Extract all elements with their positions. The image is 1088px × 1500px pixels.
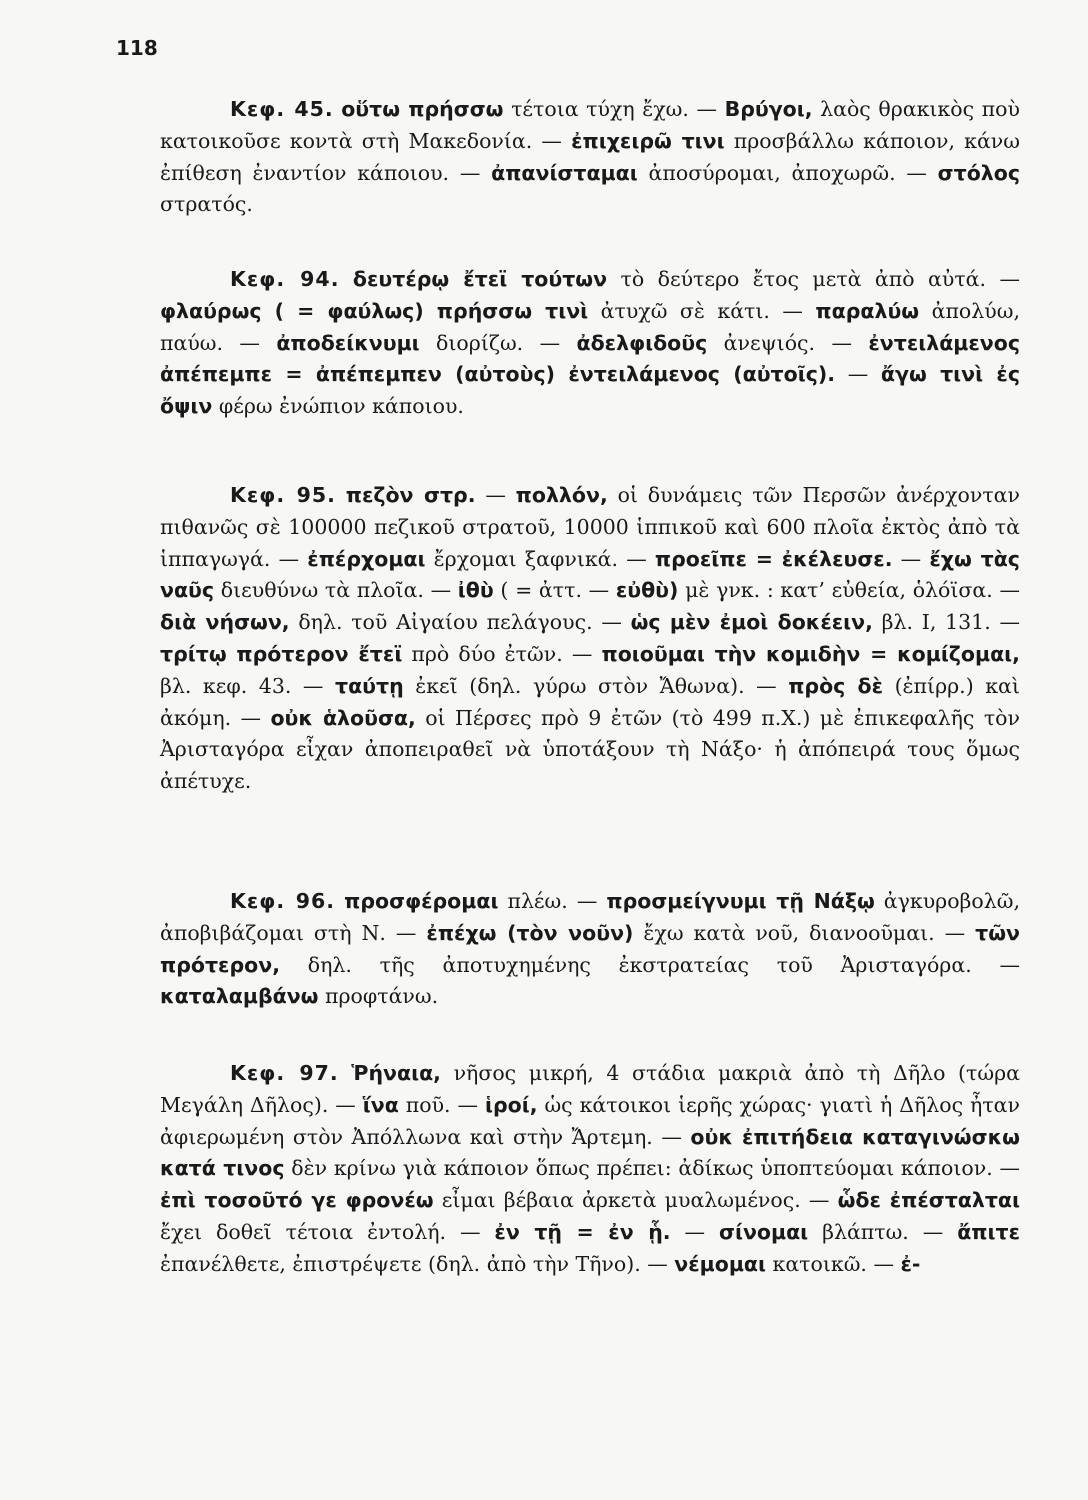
entry-gloss: ἔχω κατὰ νοῦ, διανοοῦμαι. [643, 920, 935, 945]
entry-term: προεῖπε = ἐκέλευσε. [654, 546, 893, 571]
entry-term: Ῥήναια, [351, 1061, 441, 1085]
entry-gloss: βλάπτω. [822, 1219, 909, 1244]
entry-term: φλαύρως ( = φαύλως) πρήσσω τινὶ [160, 298, 589, 323]
entry-gloss: οἱ Πέρσες πρὸ 9 ἐτῶν (τὸ 499 π.Χ.) μὲ ἐπικεφαλῆς τὸν Ἀρισταγόρα εἶχαν ἀποπειραθεῖ νὰ ὑποτάξουν τὴ Νάξο· ἡ ἀπόπειρά τους ὅμως ἀπέτυχε. [160, 705, 1020, 794]
section-ch45: Κεφ. 45. οὕτω πρήσσω τέτοια τύχη ἔχω. — Βρύγοι, λαὸς θρακικὸς ποὺ κατοικοῦσε κοντὰ στὴ Μακεδονία. — ἐπιχειρῶ τινι προσβάλλω κάποιον, κάνω ἐπίθεση ἐναντίον κάποιου. — ἀπανίσταμαι ἀποσύρομαι, ἀποχωρῶ. — στόλος στρατός. [160, 97, 1020, 217]
entry-gloss: λαὸς θρακικὸς ποὺ κατοικοῦσε κοντὰ στὴ Μακεδονία. [160, 97, 1020, 153]
section-heading: Κεφ. 94. [230, 267, 340, 291]
entry-term: πρὸς δὲ [788, 673, 883, 698]
entry-term: ἐ- [900, 1251, 921, 1276]
section-ch94: Κεφ. 94. δευτέρῳ ἔτεϊ τούτων τὸ δεύτερο ἔτος μετὰ ἀπὸ αὐτά. — φλαύρως ( = φαύλως) πρήσσω τινὶ ἀτυχῶ σὲ κάτι. — παραλύω ἀπολύω, παύω. — ἀποδείκνυμι διορίζω. — ἀδελφιδοῦς ἀνεψιός. — ἐντειλάμενος ἀπέπεμπε = ἀπέπεμπεν (αὐτοὺς) ἐντειλάμενος (αὐτοῖς). — ἄγω τινὶ ἐς ὄψιν φέρω ἐνώπιον κάποιου. [160, 267, 1020, 419]
entry-gloss: νῆσος μικρή, 4 στάδια μακριὰ ἀπὸ τὴ Δῆλο (τώρα Μεγάλη Δῆλος). [160, 1061, 1020, 1117]
entry-term: οὐκ ἁλοῦσα, [270, 705, 416, 730]
entry-gloss: πλέω. [507, 889, 568, 913]
section-ch95: Κεφ. 95. πεζὸν στρ. — πολλόν, οἱ δυνάμεις τῶν Περσῶν ἀνέρχονταν πιθανῶς σὲ 100000 πεζικοῦ στρατοῦ, 10000 ἱππικοῦ καὶ 600 πλοῖα ἐκτὸς ἀπὸ τὰ ἱππαγωγά. — ἐπέρχομαι ἔρχομαι ξαφνικά. — προεῖπε = ἐκέλευσε. — ἔχω τὰς ναῦς διευθύνω τὰ πλοῖα. — ἰθὺ ( = ἀττ. — εὐθὺ) μὲ γνκ. : κατ’ εὐθεία, ὁλόϊσα. — διὰ νήσων, δηλ. τοῦ Αἰγαίου πελάγους. — ὡς μὲν ἐμοὶ δοκέειν, βλ. Ι, 131. — τρίτῳ πρότερον ἔτεϊ πρὸ δύο ἐτῶν. — ποιοῦμαι τὴν κομιδὴν = κομίζομαι, βλ. κεφ. 43. — ταύτῃ ἐκεῖ (δηλ. γύρω στὸν Ἄθωνα). — πρὸς δὲ (ἐπίρρ.) καὶ ἀκόμη. — οὐκ ἁλοῦσα, οἱ Πέρσες πρὸ 9 ἐτῶν (τὸ 499 π.Χ.) μὲ ἐπικεφαλῆς τὸν Ἀρισταγόρα εἶχαν ἀποπειραθεῖ νὰ ὑποτάξουν τὴ Νάξο· ἡ ἀπόπειρά τους ὅμως ἀπέτυχε. [160, 483, 1020, 794]
entry-gloss: διορίζω. [436, 330, 524, 355]
section-heading: Κεφ. 95. [230, 483, 336, 507]
entry-term: ἐπὶ τοσοῦτό γε φρονέω [160, 1188, 434, 1213]
entry-term: πολλόν, [515, 483, 608, 507]
entry-term: ἀποδείκνυμι [276, 330, 420, 355]
entry-term: παραλύω [815, 298, 920, 323]
entry-term: καταλαμβάνω [160, 984, 319, 1009]
entry-gloss: ἔχει δοθεῖ τέτοια ἐντολή. [160, 1219, 447, 1244]
entry-gloss: διευθύνω τὰ πλοῖα. [220, 578, 424, 603]
entry-gloss: βλ. Ι, 131. [881, 610, 991, 635]
entry-gloss: τέτοια τύχη ἔχω. [511, 97, 689, 121]
entry-term: ἐντειλάμενος ἀπέπεμπε = ἀπέπεμπεν (αὐτοὺς) ἐντειλάμενος (αὐτοῖς). [160, 330, 1020, 387]
entry-gloss: μὲ γνκ. : κατ’ εὐθεία, ὁλόϊσα. [685, 578, 993, 603]
entry-term: ἐπέχω (τὸν νοῦν) [426, 920, 634, 945]
entry-gloss: δηλ. τοῦ Αἰγαίου πελάγους. [298, 610, 593, 635]
entry-term: ταύτῃ [334, 673, 404, 698]
entry-term: ἰθὺ [457, 578, 494, 603]
entry-term: ἱροί, [484, 1092, 538, 1117]
entry-term: διὰ νήσων, [160, 610, 290, 635]
entry-term: οὐκ ἐπιτήδεια καταγινώσκω κατά τινος [160, 1124, 1020, 1181]
entry-term: ἄπιτε [957, 1219, 1020, 1244]
section-heading: Κεφ. 45. [230, 97, 334, 121]
entry-gloss: τὸ δεύτερο ἔτος μετὰ ἀπὸ αὐτά. [620, 267, 987, 291]
entry-gloss: δὲν κρίνω γιὰ κάποιον ὅπως πρέπει: ἀδίκως ὑποπτεύομαι κάποιον. [291, 1156, 993, 1181]
entry-term: οὕτω πρήσσω [341, 97, 504, 121]
section-ch96: Κεφ. 96. προσφέρομαι πλέω. — προσμείγνυμι τῇ Νάξῳ ἀγκυροβολῶ, ἀποβιβάζομαι στὴ Ν. — ἐπέχω (τὸν νοῦν) ἔχω κατὰ νοῦ, διανοοῦμαι. — τῶν πρότερον, δηλ. τῆς ἀποτυχημένης ἐκστρατείας τοῦ Ἀρισταγόρα. — καταλαμβάνω προφτάνω. [160, 889, 1020, 1009]
entry-gloss: ὡς κάτοικοι ἱερῆς χώρας· γιατὶ ἡ Δῆλος ἦταν ἀφιερωμένη στὸν Ἀπόλλωνα καὶ στὴν Ἄρτεμη. [160, 1092, 1020, 1149]
entry-term: προσμείγνυμι τῇ Νάξῳ [606, 889, 875, 913]
entry-gloss: ἀτυχῶ σὲ κάτι. [600, 298, 770, 323]
entry-term: τῶν πρότερον, [160, 920, 1020, 977]
entry-term: ἔχω τὰς ναῦς [160, 546, 1020, 603]
entry-term: ἐπιχειρῶ τινι [571, 128, 725, 153]
entry-term: ἐν τῇ = ἐν ᾗ. [494, 1219, 671, 1244]
entry-gloss: εἶμαι βέβαια ἀρκετὰ μυαλωμένος. [441, 1188, 801, 1213]
entry-gloss: ἀπολύω, παύω. [160, 298, 1020, 355]
entry-term: στόλος [937, 160, 1020, 185]
entry-term: προσφέρομαι [344, 889, 499, 913]
entry-term: ὧδε ἐπέσταλται [837, 1188, 1020, 1213]
entry-gloss: βλ. κεφ. 43. [160, 673, 292, 698]
entry-term: τρίτῳ πρότερον ἔτεϊ [160, 641, 403, 666]
entry-term: ἀδελφιδοῦς [576, 330, 708, 355]
entry-term: ἀπανίσταμαι [491, 160, 638, 185]
entry-term: εὐθὺ) [615, 578, 679, 603]
entry-gloss: οἱ δυνάμεις τῶν Περσῶν ἀνέρχονταν πιθανῶς σὲ 100000 πεζικοῦ στρατοῦ, 10000 ἱππικοῦ καὶ 600 πλοῖα ἐκτὸς ἀπὸ τὰ ἱππαγωγά. [160, 483, 1020, 571]
section-ch97: Κεφ. 97. Ῥήναια, νῆσος μικρή, 4 στάδια μακριὰ ἀπὸ τὴ Δῆλο (τώρα Μεγάλη Δῆλος). — ἵνα ποῦ. — ἱροί, ὡς κάτοικοι ἱερῆς χώρας· γιατὶ ἡ Δῆλος ἦταν ἀφιερωμένη στὸν Ἀπόλλωνα καὶ στὴν Ἄρτεμη. — οὐκ ἐπιτήδεια καταγινώσκω κατά τινος δὲν κρίνω γιὰ κάποιον ὅπως πρέπει: ἀδίκως ὑποπτεύομαι κάποιον. — ἐπὶ τοσοῦτό γε φρονέω εἶμαι βέβαια ἀρκετὰ μυαλωμένος. — ὧδε ἐπέσταλται ἔχει δοθεῖ τέτοια ἐντολή. — ἐν τῇ = ἐν ᾗ. — σίνομαι βλάπτω. — ἄπιτε ἐπανέλθετε, ἐπιστρέψετε (δηλ. ἀπὸ τὴν Τῆνο). — νέμομαι κατοικῶ. — ἐ- [160, 1061, 1020, 1276]
entry-gloss: (ἐπίρρ.) καὶ ἀκόμη. [160, 673, 1020, 730]
entry-gloss: προσβάλλω κάποιον, κάνω ἐπίθεση ἐναντίον κάποιου. [160, 128, 1020, 185]
entry-gloss: ἔρχομαι ξαφνικά. [433, 546, 619, 571]
entry-gloss: ἀποσύρομαι, ἀποχωρῶ. [648, 160, 896, 185]
entry-gloss: ἐκεῖ (δηλ. γύρω στὸν Ἄθωνα). [415, 673, 745, 698]
entry-term: ποιοῦμαι τὴν κομιδὴν = κομίζομαι, [601, 641, 1020, 666]
entry-term: δευτέρῳ ἔτεϊ τούτων [352, 267, 608, 291]
entry-gloss: προφτάνω. [325, 984, 439, 1009]
entry-term: πεζὸν στρ. [345, 483, 476, 507]
section-heading: Κεφ. 97. [230, 1061, 339, 1085]
entry-term: σίνομαι [718, 1219, 809, 1244]
entry-term: ἐπέρχομαι [307, 546, 426, 571]
entry-gloss: ἐπανέλθετε, ἐπιστρέψετε (δηλ. ἀπὸ τὴν Τῆνο). [160, 1251, 641, 1276]
entry-gloss: ποῦ. [405, 1092, 451, 1117]
entry-gloss: κατοικῶ. [772, 1251, 867, 1276]
entry-gloss: ( = ἀττ. [500, 578, 582, 603]
entry-term: νέμομαι [674, 1251, 766, 1276]
entry-term: ἵνα [362, 1092, 399, 1117]
page-number: 118 [116, 36, 158, 60]
entry-term: ὡς μὲν ἐμοὶ δοκέειν, [630, 610, 873, 635]
entry-gloss: φέρω ἐνώπιον κάποιου. [218, 394, 464, 419]
entry-term: Βρύγοι, [724, 97, 813, 121]
entry-gloss: στρατός. [160, 192, 253, 217]
entry-gloss: δηλ. τῆς ἀποτυχημένης ἐκστρατείας τοῦ Ἀρισταγόρα. [307, 952, 972, 977]
section-heading: Κεφ. 96. [230, 889, 336, 913]
entry-term: ἄγω τινὶ ἐς ὄψιν [160, 362, 1020, 419]
entry-gloss: ἀγκυροβολῶ, ἀποβιβάζομαι στὴ Ν. [160, 889, 1020, 945]
entry-gloss: ἀνεψιός. [723, 330, 816, 355]
entry-gloss: πρὸ δύο ἐτῶν. [411, 641, 563, 666]
